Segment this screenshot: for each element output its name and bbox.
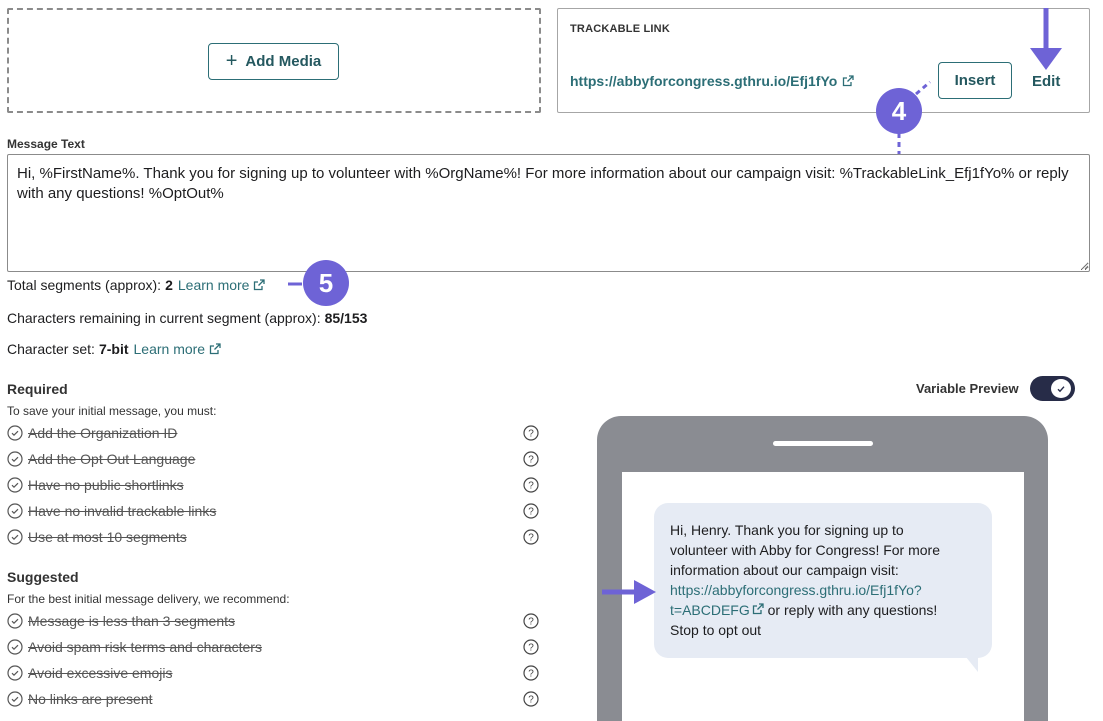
remaining-label: Characters remaining in current segment (approx):	[7, 310, 321, 326]
check-circle-icon	[7, 477, 23, 493]
svg-text:?: ?	[528, 428, 534, 440]
help-circle-icon[interactable]	[523, 425, 539, 441]
preview-line: information about our campaign visit:	[670, 562, 899, 578]
preview-line: Stop to opt out	[670, 622, 762, 638]
suggested-subtitle: For the best initial message delivery, we recommend:	[7, 592, 290, 606]
help-circle-icon[interactable]	[523, 665, 539, 681]
preview-line: Hi, Henry. Thank you for signing up to	[670, 522, 904, 538]
message-preview-bubble	[654, 503, 992, 658]
preview-link[interactable]: https://abbyforcongress.gthru.io/Efj1fYo?	[670, 582, 922, 598]
trackable-link-url-text: https://abbyforcongress.gthru.io/Efj1fYo	[570, 73, 838, 89]
svg-text:?: ?	[528, 506, 534, 518]
svg-text:?: ?	[528, 616, 534, 628]
suggested-title: Suggested	[7, 569, 79, 585]
suggested-item-label: Message is less than 3 segments	[28, 613, 235, 629]
charset-learn-more-link[interactable]	[134, 341, 222, 357]
suggested-item	[7, 613, 235, 629]
help-circle-icon[interactable]	[523, 451, 539, 467]
edit-link-button[interactable]: Edit	[1032, 73, 1061, 90]
required-item	[7, 529, 187, 545]
help-circle-icon[interactable]	[523, 613, 539, 629]
help-circle-icon[interactable]	[523, 503, 539, 519]
svg-text:?: ?	[528, 642, 534, 654]
required-item-label: Have no public shortlinks	[28, 477, 184, 493]
trackable-link-url[interactable]	[570, 73, 854, 89]
required-item-label: Have no invalid trackable links	[28, 503, 217, 519]
message-textarea[interactable]: Hi, %FirstName%. Thank you for signing up to volunteer with %OrgName%! For more information about our campaign visit: %TrackableLink_Efj1fYo% or reply with any questions! %OptOut%	[7, 154, 1090, 272]
character-set-stat	[7, 341, 221, 357]
external-link-icon	[842, 75, 854, 87]
check-circle-icon	[7, 451, 23, 467]
add-media-label: Add Media	[245, 53, 322, 70]
bubble-tail	[962, 652, 978, 672]
required-title: Required	[7, 381, 68, 397]
help-circle-icon[interactable]	[523, 691, 539, 707]
learn-more-text: Learn more	[133, 341, 206, 357]
variable-preview-label: Variable Preview	[916, 381, 1019, 396]
plus-icon: +	[225, 49, 238, 72]
check-circle-icon	[7, 425, 23, 441]
characters-remaining-stat	[7, 310, 367, 326]
required-item	[7, 425, 177, 441]
suggested-item-label: Avoid excessive emojis	[28, 665, 173, 681]
check-circle-icon	[7, 639, 23, 655]
required-item-label: Use at most 10 segments	[28, 529, 187, 545]
insert-button[interactable]: Insert	[938, 62, 1012, 99]
check-circle-icon	[7, 613, 23, 629]
svg-text:?: ?	[528, 694, 534, 706]
external-link-icon	[752, 603, 764, 615]
required-subtitle: To save your initial message, you must:	[7, 404, 217, 418]
check-circle-icon	[7, 665, 23, 681]
required-item	[7, 477, 184, 493]
help-circle-icon[interactable]	[523, 639, 539, 655]
charset-value: 7-bit	[98, 341, 129, 357]
trackable-link-title: TRACKABLE LINK	[570, 23, 670, 35]
help-circle-icon[interactable]	[523, 529, 539, 545]
svg-text:?: ?	[528, 480, 534, 492]
preview-after-link: or reply with any questions!	[763, 602, 938, 618]
svg-text:?: ?	[528, 454, 534, 466]
check-circle-icon	[7, 691, 23, 707]
add-media-button[interactable]	[208, 43, 339, 80]
total-segments-stat	[7, 277, 265, 293]
phone-speaker	[773, 441, 873, 446]
help-circle-icon[interactable]	[523, 477, 539, 493]
check-circle-icon	[7, 503, 23, 519]
resize-grip-icon[interactable]	[1079, 260, 1089, 270]
svg-text:?: ?	[528, 668, 534, 680]
check-circle-icon	[7, 529, 23, 545]
suggested-item	[7, 639, 262, 655]
remaining-value: 85/153	[324, 310, 368, 326]
segments-label: Total segments (approx):	[7, 277, 162, 293]
external-link-icon	[253, 279, 265, 291]
charset-label: Character set:	[7, 341, 95, 357]
external-link-icon	[209, 343, 221, 355]
preview-link-continued[interactable]: t=ABCDEFG	[670, 602, 750, 618]
required-item-label: Add the Opt Out Language	[28, 451, 196, 467]
toggle-knob	[1051, 379, 1071, 398]
callout-badge-4: 4	[876, 88, 922, 134]
suggested-item	[7, 691, 153, 707]
suggested-item-label: Avoid spam risk terms and characters	[28, 639, 262, 655]
required-item-label: Add the Organization ID	[28, 425, 178, 441]
preview-line: volunteer with Abby for Congress! For more	[670, 542, 941, 558]
learn-more-text: Learn more	[177, 277, 250, 293]
callout-badge-5: 5	[303, 260, 349, 306]
required-item	[7, 451, 195, 467]
required-item	[7, 503, 216, 519]
suggested-item-label: No links are present	[28, 691, 153, 707]
message-text-label: Message Text	[7, 137, 85, 151]
suggested-item	[7, 665, 172, 681]
segments-learn-more-link[interactable]	[178, 277, 266, 293]
checkmark-icon	[1056, 384, 1066, 394]
segments-value: 2	[165, 277, 173, 293]
svg-text:?: ?	[528, 532, 534, 544]
